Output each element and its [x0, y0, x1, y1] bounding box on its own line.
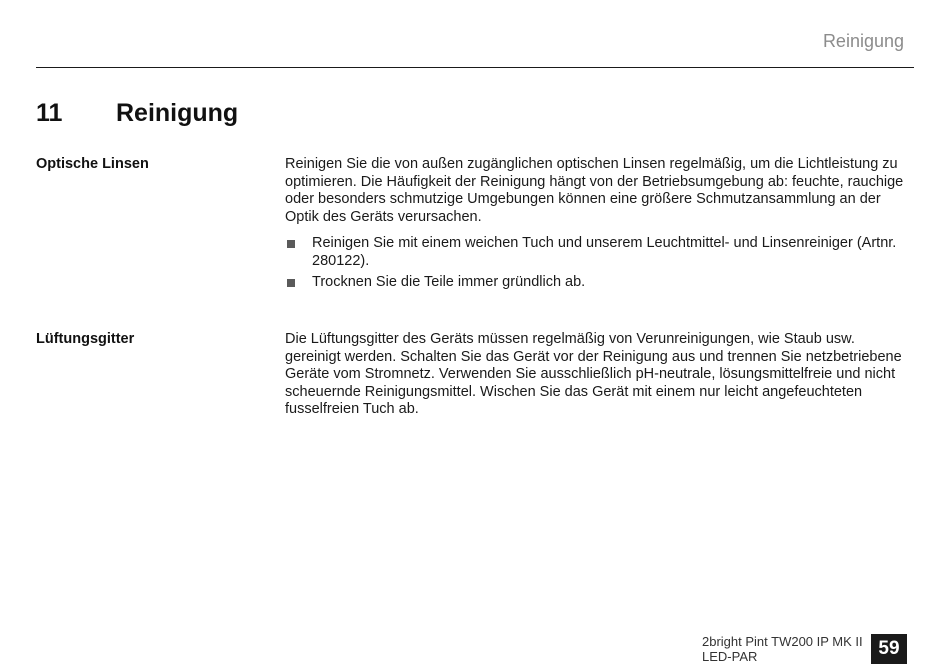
section-label-optical-lenses: Optische Linsen	[36, 156, 149, 172]
section-label-ventilation-grille: Lüftungsgitter	[36, 331, 135, 347]
header-divider	[36, 67, 914, 68]
footer-product-name	[702, 634, 863, 664]
bullet-list	[285, 235, 905, 292]
product-type-line: LED-PAR	[702, 649, 758, 664]
list-item-text: Trocknen Sie die Teile immer gründlich ab.	[312, 274, 586, 290]
running-header-title: Reinigung	[822, 31, 904, 51]
chapter-title: Reinigung	[116, 99, 239, 127]
product-name-line: 2bright Pint TW200 IP MK II	[702, 634, 863, 649]
chapter-heading	[36, 99, 238, 128]
page-number: 59	[871, 634, 907, 664]
list-item	[285, 274, 905, 292]
square-bullet-icon	[287, 279, 295, 287]
section-paragraph: Die Lüftungsgitter des Geräts müssen regelmäßig von Verunreinigungen, wie Staub usw. gereinigt werden. Schalten Sie das Gerät vor der Reinigung aus und trennen Sie netzbetriebene Geräte vom Stromnetz. Verwenden Sie ausschließlich pH-neutrale, lösungsmittelfreie und nicht scheuernde Reinigungsmittel. Wischen Sie das Gerät mit einem nur leicht angefeuchteten fusselfreien Tuch ab.	[285, 331, 902, 417]
section-body-ventilation-grille	[285, 331, 905, 419]
list-item	[285, 235, 905, 270]
section-body-optical-lenses	[285, 156, 905, 296]
list-item-text: Reinigen Sie mit einem weichen Tuch und unserem Leuchtmittel- und Linsenreiniger (Artnr. 280122).	[312, 235, 897, 269]
section-paragraph: Reinigen Sie die von außen zugänglichen optischen Linsen regelmäßig, um die Lichtleistung zu optimieren. Die Häufigkeit der Reinigung hängt von der Betriebsumgebung ab: feuchte, rauchige oder besonders schmutzige Umgebungen können eine größere Schmutzansammlung an der Optik des Geräts verursachen.	[285, 156, 904, 225]
square-bullet-icon	[287, 240, 295, 248]
chapter-number: 11	[36, 99, 63, 127]
